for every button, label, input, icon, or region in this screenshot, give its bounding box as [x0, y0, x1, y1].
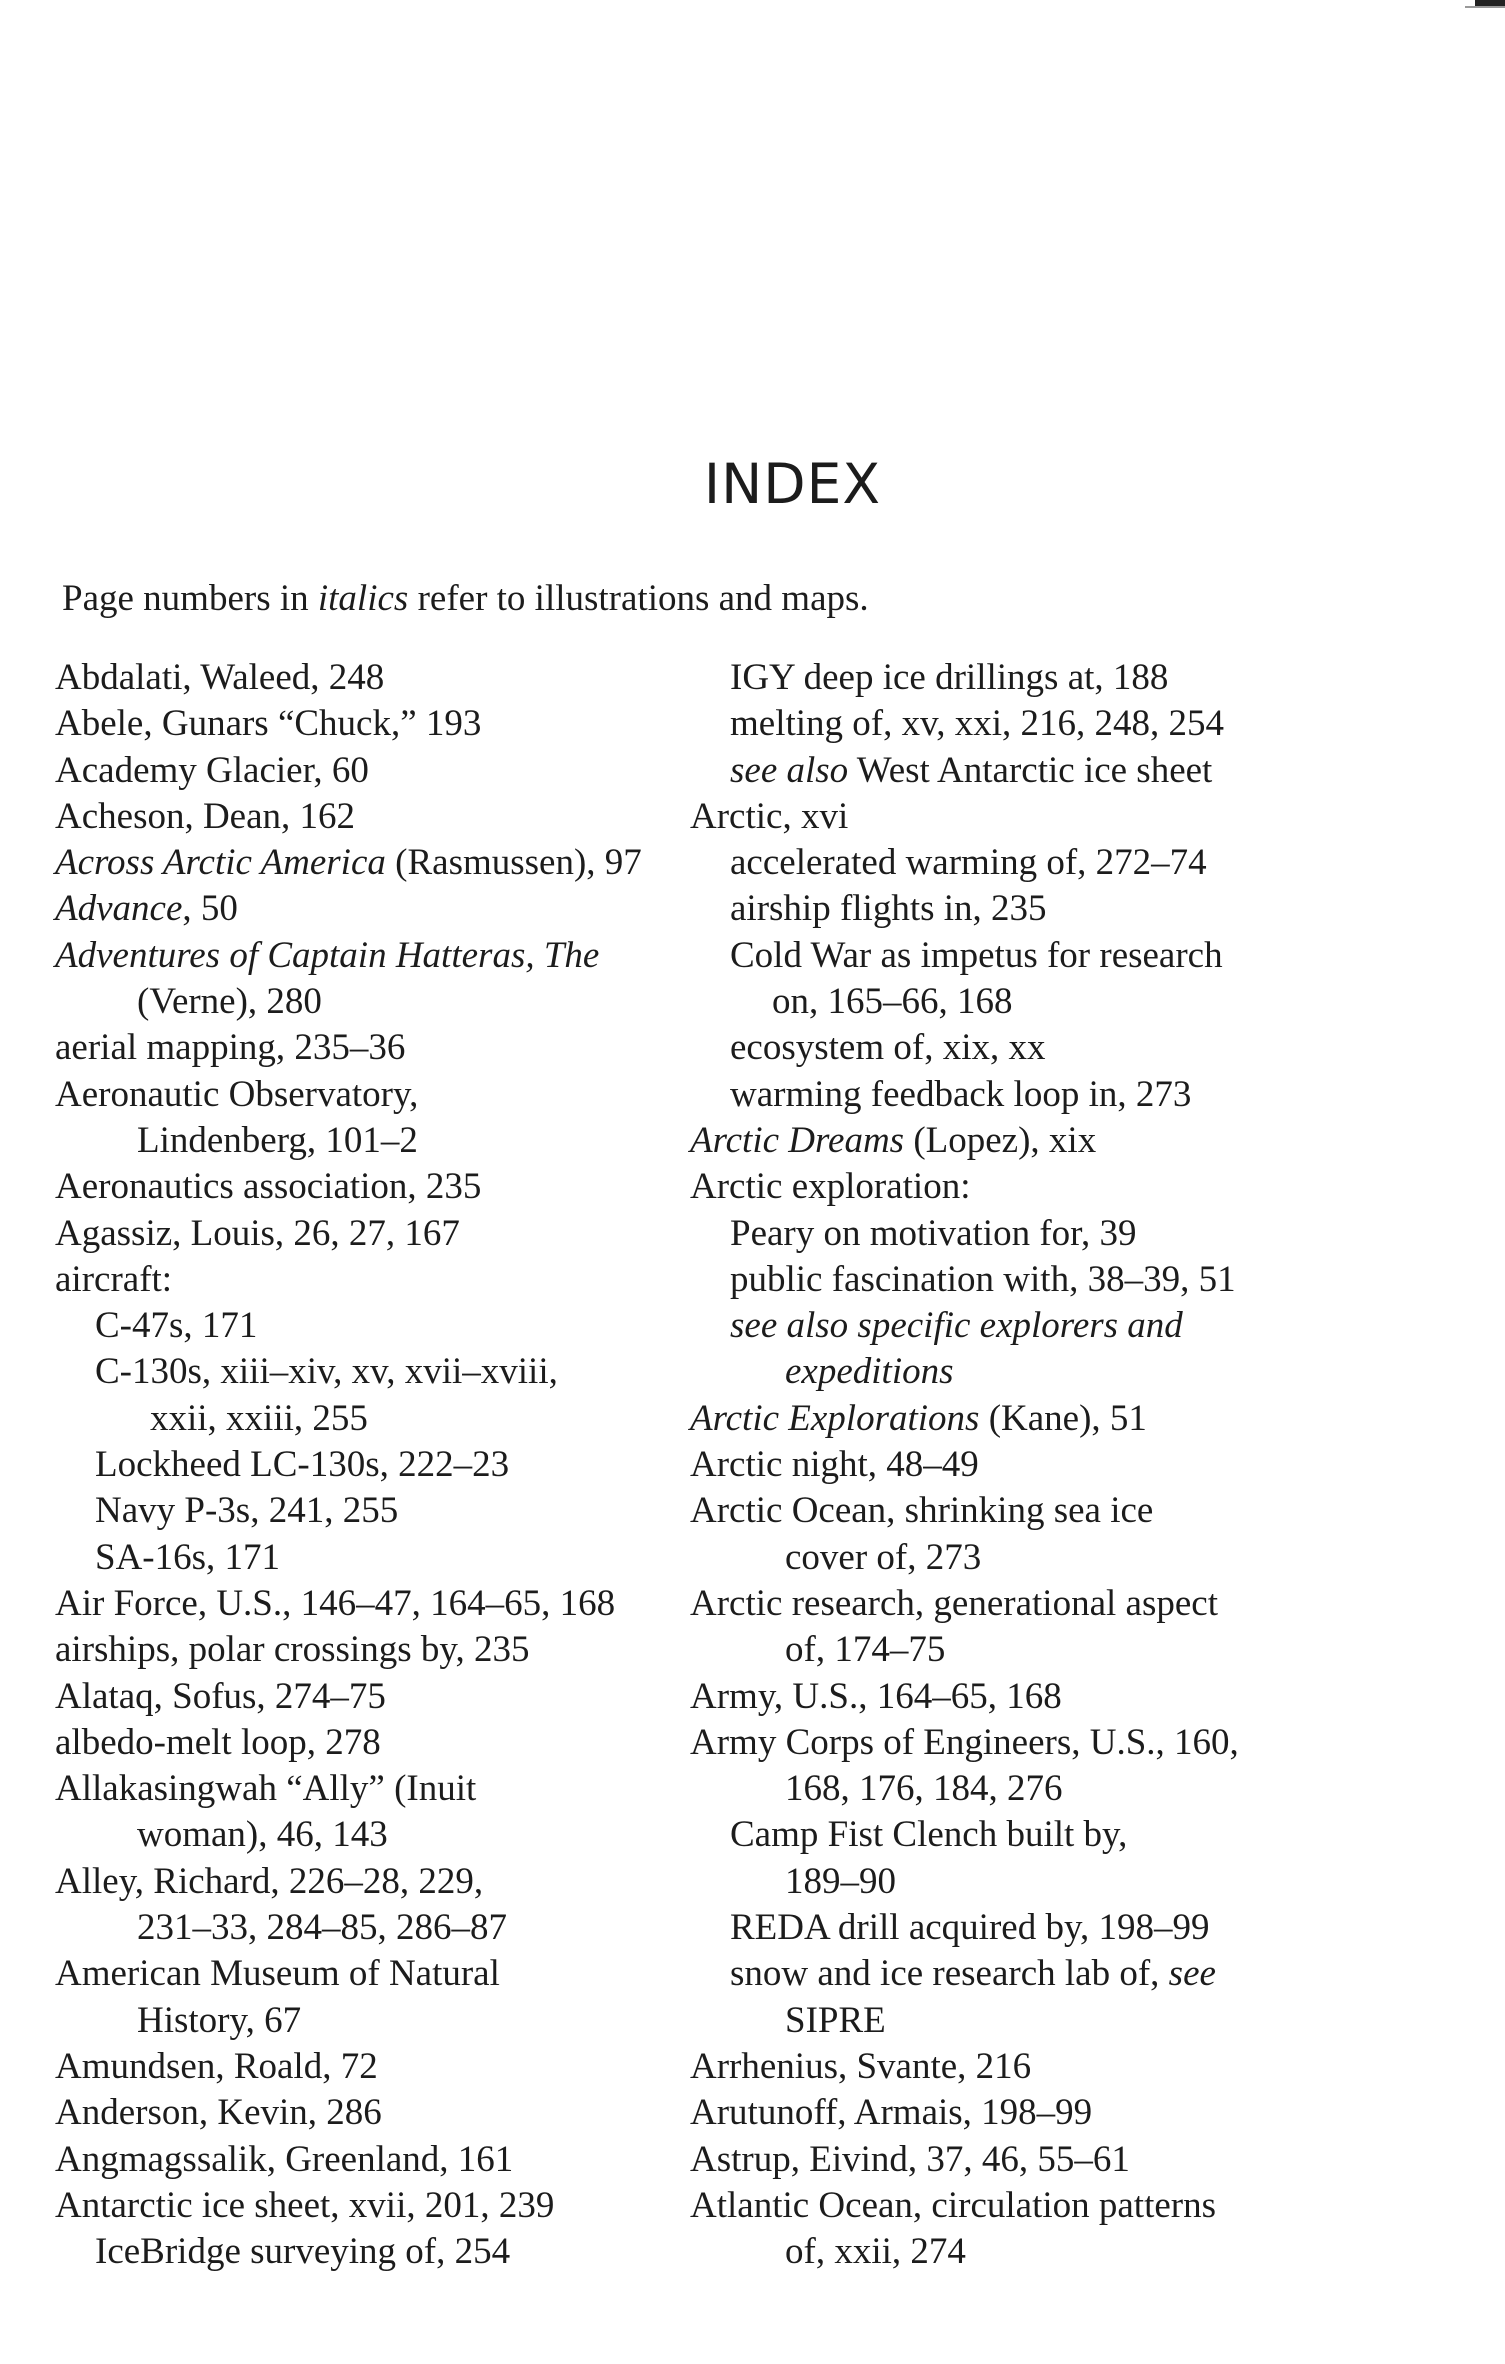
entry-text: Abdalati, Waleed, 248	[55, 657, 385, 698]
index-column-left	[55, 655, 695, 2275]
entry-text: Lockheed LC-130s, 222–23	[95, 1444, 510, 1486]
entry-text: Aeronautic Observatory,	[55, 1073, 419, 1115]
index-entry	[690, 1581, 1330, 1627]
entry-text: 168, 176, 184, 276	[785, 1768, 1063, 1810]
index-entry	[55, 1211, 695, 1257]
index-subentry	[690, 1951, 1330, 1997]
entry-text: Arctic night, 48–49	[690, 1444, 979, 1486]
index-subentry	[55, 1442, 695, 1488]
index-entry	[55, 2090, 695, 2136]
index-entry	[55, 1581, 695, 1627]
entry-text: public fascination with, 38–39, 51	[730, 1258, 1236, 1300]
index-subentry	[690, 1766, 1330, 1812]
note-italic: italics	[317, 578, 409, 619]
note-after: refer to illustrations and maps.	[408, 578, 869, 619]
index-entry	[690, 1164, 1330, 1210]
entry-text: Arrhenius, Svante, 216	[690, 2045, 1032, 2087]
index-subentry	[55, 1118, 695, 1164]
entry-text: aerial mapping, 235–36	[55, 1027, 406, 1069]
entry-text: Arctic research, generational aspect	[690, 1582, 1218, 1624]
entry-text: Anderson, Kevin, 286	[55, 2092, 382, 2134]
index-subentry	[690, 1859, 1330, 1905]
index-subentry	[55, 1812, 695, 1858]
index-subentry	[690, 1072, 1330, 1118]
index-subentry	[55, 1349, 695, 1395]
index-entry	[55, 655, 695, 701]
entry-text: cover of, 273	[785, 1536, 982, 1578]
entry-text: Agassiz, Louis, 26, 27, 167	[55, 1212, 460, 1254]
index-subentry	[690, 1812, 1330, 1858]
entry-text: Lindenberg, 101–2	[137, 1119, 418, 1161]
index-entry	[55, 1072, 695, 1118]
index-entry	[690, 1720, 1330, 1766]
entry-text: snow and ice research lab of,	[730, 1953, 1169, 1995]
index-subentry	[55, 1488, 695, 1534]
index-entry	[690, 1674, 1330, 1720]
entry-text: American Museum of Natural	[55, 1953, 500, 1995]
index-entry	[690, 1118, 1330, 1164]
entry-text: Arctic, xvi	[690, 795, 849, 837]
entry-text: Alataq, Sofus, 274–75	[55, 1675, 386, 1717]
entry-text: Arutunoff, Armais, 198–99	[690, 2092, 1093, 2134]
index-entry	[690, 2137, 1330, 2183]
index-entry	[55, 886, 695, 932]
index-subentry	[690, 1211, 1330, 1257]
entry-text: Army, U.S., 164–65, 168	[690, 1675, 1062, 1717]
entry-text: of, 174–75	[785, 1629, 946, 1671]
entry-text: SA-16s, 171	[95, 1536, 281, 1578]
entry-text: , 50	[182, 888, 238, 930]
entry-italic-text: see also specific explorers and	[730, 1305, 1183, 1347]
entry-text: airships, polar crossings by, 235	[55, 1629, 530, 1671]
entry-text: Alley, Richard, 226–28, 229,	[55, 1860, 484, 1902]
index-subentry	[690, 1535, 1330, 1581]
entry-text: (Rasmussen), 97	[385, 842, 642, 884]
entry-text: aircraft:	[55, 1258, 173, 1300]
entry-text: Cold War as impetus for research	[730, 934, 1223, 976]
entry-text: Camp Fist Clench built by,	[730, 1814, 1128, 1856]
index-subentry	[690, 886, 1330, 932]
entry-italic-text: see	[1168, 1953, 1216, 1995]
index-subentry	[690, 701, 1330, 747]
entry-text: ecosystem of, xix, xx	[730, 1027, 1046, 1069]
index-entry	[55, 748, 695, 794]
index-subentry	[690, 1627, 1330, 1673]
index-entry	[55, 1674, 695, 1720]
index-entry	[55, 1164, 695, 1210]
entry-text: 189–90	[785, 1860, 896, 1902]
entry-text: IceBridge surveying of, 254	[95, 2231, 511, 2273]
italics-note	[62, 577, 869, 620]
entry-text: Peary on motivation for, 39	[730, 1212, 1137, 1254]
entry-italic-text: Arctic Dreams	[690, 1119, 905, 1161]
index-entry	[55, 1720, 695, 1766]
entry-italic-text: Arctic Explorations	[690, 1397, 980, 1439]
index-entry	[55, 1627, 695, 1673]
index-subentry	[690, 1905, 1330, 1951]
entry-text: Aeronautics association, 235	[55, 1166, 482, 1208]
entry-text: (Kane), 51	[979, 1397, 1147, 1439]
index-entry	[55, 701, 695, 747]
index-subentry	[690, 1303, 1330, 1349]
entry-text: airship flights in, 235	[730, 888, 1047, 930]
entry-text: (Lopez), xix	[904, 1119, 1097, 1161]
entry-text: West Antarctic ice sheet	[848, 749, 1213, 791]
entry-italic-text: see also	[730, 749, 849, 791]
index-subentry	[55, 979, 695, 1025]
entry-text: Atlantic Ocean, circulation patterns	[690, 2184, 1217, 2226]
index-subentry	[690, 1257, 1330, 1303]
entry-text: C-130s, xiii–xiv, xv, xvii–xviii,	[95, 1351, 558, 1393]
index-entry	[55, 794, 695, 840]
index-entry	[690, 2044, 1330, 2090]
entry-text: C-47s, 171	[95, 1305, 258, 1347]
page-title: INDEX	[703, 451, 882, 516]
index-entry	[690, 2090, 1330, 2136]
index-subentry	[690, 1998, 1330, 2044]
index-subentry	[55, 1535, 695, 1581]
entry-text: Amundsen, Roald, 72	[55, 2045, 378, 2087]
index-entry	[690, 794, 1330, 840]
entry-text: accelerated warming of, 272–74	[730, 842, 1207, 884]
entry-text: Navy P-3s, 241, 255	[95, 1490, 399, 1532]
note-before: Page numbers in	[62, 578, 318, 619]
index-subentry	[690, 840, 1330, 886]
index-entry	[55, 2044, 695, 2090]
entry-text: REDA drill acquired by, 198–99	[730, 1907, 1210, 1949]
entry-text: Angmagssalik, Greenland, 161	[55, 2138, 514, 2180]
index-subentry	[690, 1025, 1330, 1071]
entry-text: Academy Glacier, 60	[55, 749, 369, 791]
index-entry	[690, 1488, 1330, 1534]
entry-text: of, xxii, 274	[785, 2231, 966, 2273]
entry-text: woman), 46, 143	[137, 1814, 388, 1856]
index-subentry	[55, 1998, 695, 2044]
entry-text: Antarctic ice sheet, xvii, 201, 239	[55, 2184, 555, 2226]
entry-text: (Verne), 280	[137, 981, 322, 1023]
index-subentry	[55, 1905, 695, 1951]
index-subentry	[55, 2229, 695, 2275]
index-entry	[690, 2183, 1330, 2229]
index-entry	[55, 840, 695, 886]
index-entry	[55, 2183, 695, 2229]
index-entry	[690, 1396, 1330, 1442]
index-subentry	[690, 748, 1330, 794]
entry-text: SIPRE	[785, 1999, 886, 2041]
index-subentry	[690, 1349, 1330, 1395]
index-entry	[55, 2137, 695, 2183]
entry-italic-text: Across Arctic America	[55, 842, 386, 884]
index-subentry	[55, 1303, 695, 1349]
entry-text: Army Corps of Engineers, U.S., 160,	[690, 1721, 1239, 1763]
index-subentry	[690, 655, 1330, 701]
index-subentry	[690, 979, 1330, 1025]
index-entry	[55, 1859, 695, 1905]
entry-text: xxii, xxiii, 255	[150, 1397, 368, 1439]
index-entry	[55, 1951, 695, 1997]
entry-text: 231–33, 284–85, 286–87	[137, 1907, 507, 1949]
entry-text: melting of, xv, xxi, 216, 248, 254	[730, 703, 1224, 745]
entry-text: History, 67	[137, 1999, 302, 2041]
index-entry	[55, 1257, 695, 1303]
entry-text: IGY deep ice drillings at, 188	[730, 657, 1169, 698]
entry-text: Allakasingwah “Ally” (Inuit	[55, 1768, 477, 1810]
entry-italic-text: Adventures of Captain Hatteras, The	[55, 934, 600, 976]
index-entry	[690, 1442, 1330, 1488]
entry-italic-text: expeditions	[785, 1351, 954, 1393]
index-subentry	[690, 2229, 1330, 2275]
entry-text: Astrup, Eivind, 37, 46, 55–61	[690, 2138, 1130, 2180]
scan-edge-line	[1465, 6, 1505, 8]
entry-text: warming feedback loop in, 273	[730, 1073, 1192, 1115]
entry-italic-text: Advance	[55, 888, 183, 930]
entry-text: Arctic Ocean, shrinking sea ice	[690, 1490, 1154, 1532]
index-subentry	[55, 1396, 695, 1442]
entry-text: albedo-melt loop, 278	[55, 1721, 381, 1763]
entry-text: Air Force, U.S., 146–47, 164–65, 168	[55, 1582, 616, 1624]
entry-text: on, 165–66, 168	[772, 981, 1013, 1023]
index-entry	[55, 1766, 695, 1812]
entry-text: Abele, Gunars “Chuck,” 193	[55, 703, 482, 745]
entry-text: Arctic exploration:	[690, 1166, 971, 1208]
index-entry	[55, 1025, 695, 1071]
entry-text: Acheson, Dean, 162	[55, 795, 356, 837]
index-subentry	[690, 933, 1330, 979]
index-column-right	[690, 655, 1330, 2275]
index-entry	[55, 933, 695, 979]
